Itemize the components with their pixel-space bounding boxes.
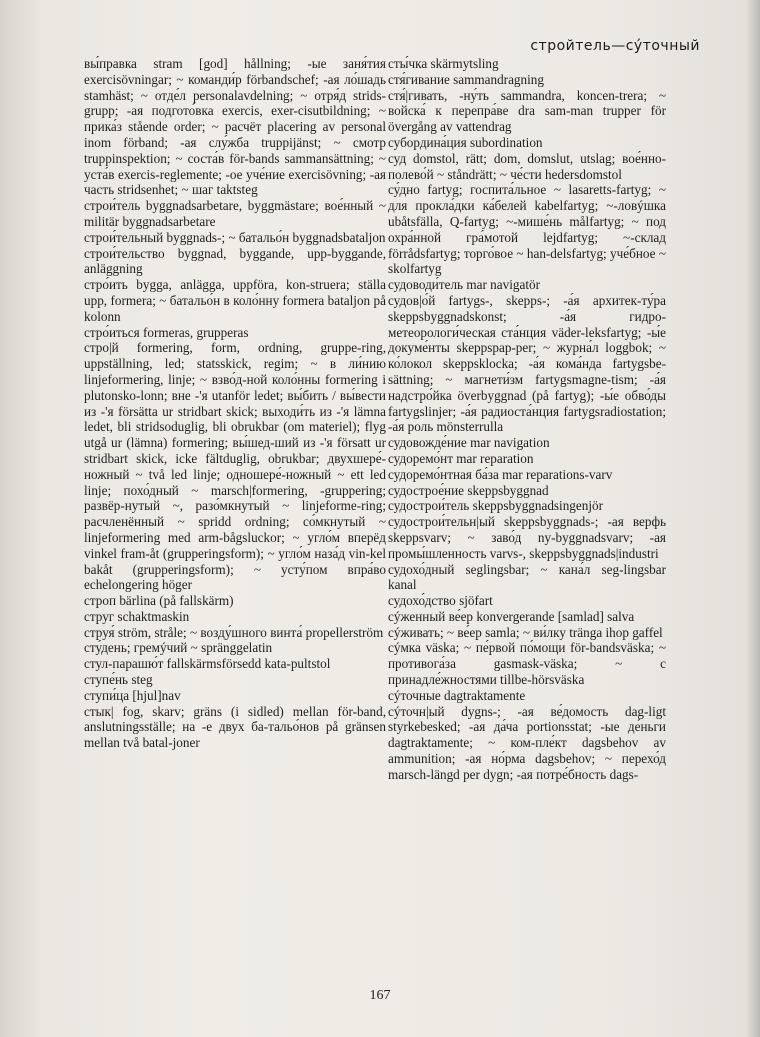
dictionary-entry: судострои́тель skeppsbyggnadsingenjör bbox=[388, 498, 603, 514]
dictionary-entry: струя́ ström, stråle; ~ возду́шного винта́ propellerström bbox=[84, 624, 384, 640]
dictionary-entry: судохо́дство sjöfart bbox=[388, 593, 493, 609]
dictionary-entry: судохо́дный seglingsbar; ~ кана́л seg-lingsbar kanal bbox=[388, 561, 666, 593]
dictionary-entry: строп bärlina (på fallskärm) bbox=[84, 593, 234, 609]
dictionary-entry: стро́иться formeras, grupperas bbox=[84, 324, 249, 340]
page-edge-shadow bbox=[746, 0, 760, 1037]
dictionary-entry: ступи́ца [hjul]nav bbox=[84, 687, 181, 703]
dictionary-entry: су́дно fartyg; госпита́льное ~ lasaretts-fartyg; ~ для прокла́дки ка́белей kabelfartyg; ~-ловýшка ubåtsfälla, Q-fartyg; ~-мише́нь målfartyg; ~ под охра́нной гра́мотой lejdfartyg; ~-склад förrådsfartyg; торго́вое ~ han-delsfartyg; уче́бное ~ skolfartyg bbox=[388, 182, 666, 277]
dictionary-entry: сты́чка skärmytsling bbox=[388, 56, 499, 71]
running-head: стройтель—сýточный bbox=[530, 38, 700, 54]
dictionary-entry: строи́тельство byggnad, byggande, upp-byggande, anläggning bbox=[84, 245, 386, 277]
dictionary-entry: стул-парашю́т fallskärmsförsedd kata-pultstol bbox=[84, 656, 331, 672]
dictionary-entry: сýточные dagtraktamente bbox=[388, 687, 526, 703]
dictionary-entry: стро́ить bygga, anlägga, uppföra, kon-struera; ställa upp, formera; ~ батальо́н в коло́нну formera bataljon på kolonn bbox=[84, 277, 386, 324]
dictionary-entry: сýживать; ~ ве́ер samla; ~ ви́лку tränga ihop gaffel bbox=[388, 624, 663, 640]
dictionary-entry: судоводи́тель mar navigatör bbox=[388, 277, 540, 293]
dictionary-entry: стя́|гивать, -ну́ть sammandra, koncen-trera; ~ войска́ к перепра́ве dra sam-man trupper för övergång av vattendrag bbox=[388, 87, 666, 135]
dictionary-entry: судоремо́нтная ба́за mar reparations-varv bbox=[388, 466, 613, 482]
dictionary-entry: сту́день; гремýчий ~ spränggelatin bbox=[84, 640, 273, 656]
page-number: 167 bbox=[369, 988, 391, 1003]
dictionary-entry: вы́правка stram [god] hållning; -ые заня́тия exercisövningar; ~ команди́р förbandschef; -ая ло́шадь stamhäst; ~ отде́л personalavdelning; ~ отря́д strids-grupp; -ая подгото́вка exercis, exer-cisutbildning; ~ прика́з stående order; ~ расчёт placering av personal inom förband; -ая слу́жба truppijänst; ~ смотр truppinspektion; ~ соста́в för-bands sammansättning; ~ уста́в exercis-reglemente; -ое уче́ние exercisövning; -ая часть stridsenhet; ~ шаг taktsteg bbox=[84, 56, 386, 198]
dictionary-entry: строи́тель byggnadsarbetare, byggmästare; вое́нный ~ militär byggnadsarbetare bbox=[84, 198, 386, 229]
dictionary-entry: сýженный ве́ер konvergerande [samlad] salva bbox=[388, 608, 635, 624]
dictionary-entry: судов|о́й fartygs-, skepps-; -а́я архитек-ту́ра skeppsbyggnadskonst; -а́я гидро-метеорологи́ческая ста́нция väder-leksfartyg; -ы́е докуме́нты skeppspap-per; ~ журна́л loggbok; ~ ко́локол skeppsklocka; -а́я кома́нда fartygsbe-sättning; ~ магнети́зм fartygsmagne-tism; -а́я надстро́йка överbyggnad (på fartyg); -ы́е обво́ды fartygslinjer; -а́я радиоста́нция fartygsradiostation; -а́я роль mönsterrulla bbox=[388, 292, 666, 435]
dictionary-entry: судострое́ние skeppsbyggnad bbox=[388, 482, 549, 498]
dictionary-entry: ступе́нь steg bbox=[84, 672, 153, 688]
dictionary-entry: стя́гивание sammandragning bbox=[388, 71, 544, 87]
dictionary-entry: струг schaktmaskin bbox=[84, 608, 190, 624]
dictionary-entry: стро|й formering, form, ordning, gruppe-ring, uppställning, led; statsskick, regim; ~ в ли́нию linjeformering, linje; ~ взво́д-ной коло́нны formering i plutonsko-lonn; вне -'я utanför ledet; вы́бить / вы́вести из -'я försätta ur stridbart skick; выходи́ть из -'я lämna ledet, bli stridsoduglig, bli obrukbar (om materiel); flyg utgå ur (lämna) formering; вы́шед-ший из -'я försatt ur stridbart skick, icke fältduglig, obrukbar; двухшере́-ножный ~ två led linje; одношере́-ножный ~ ett led linje; похо́дный ~ marsch|formering, -gruppering; развёр-нутый ~, разо́мкнутый ~ linjeforme-ring; расчленённый ~ spridd ordning; со́мкнутый ~ linjeformering med arm-bågsluckor; ~ угло́м вперёд vinkel fram-åt (grupperingsform); ~ угло́м наза́д vin-kel bakåt (grupperingsform); ~ усту́пом впра́во echelongering höger bbox=[84, 340, 386, 593]
dictionary-entry: субордина́ция subordination bbox=[388, 134, 543, 150]
dictionary-entry: сýточн|ый dygns-; -ая ве́домость dag-ligt styrkebesked; -ая да́ча portionsstat; -ые де́ньги dagtraktamente; ~ ком-пле́кт dagsbehov av ammunition; -ая но́рма dagsbehov; ~ перехо́д marsch-längd per dygn; -ая потре́бность dags- bbox=[388, 703, 666, 782]
dictionary-entry: строи́тельный byggnads-; ~ батальо́н byggnadsbataljon bbox=[84, 229, 386, 245]
dictionary-entry: сýмка väska; ~ пе́рвой по́мощи för-bandsväska; ~ противога́за gasmask-väska; ~ с принадле́жностями tillbe-hörsväska bbox=[388, 640, 666, 688]
right-column bbox=[388, 56, 666, 783]
dictionary-entry: судострои́тельн|ый skeppsbyggnads-; -ая верфь skeppsvarv; ~ заво́д ny-byggnadsvarv; -ая промы́шленность varvs-, skeppsbyggnads|industri bbox=[388, 514, 666, 561]
dictionary-entry: суд domstol, rätt; dom, domslut, utslag; вое́нно-полево́й ~ ståndrätt; ~ че́сти hedersdomstol bbox=[388, 150, 666, 182]
dictionary-entry: судовожде́ние mar navigation bbox=[388, 435, 550, 451]
dictionary-entry: судоремо́нт mar reparation bbox=[388, 450, 534, 466]
left-column bbox=[84, 56, 386, 751]
dictionary-entry: стык| fog, skarv; gräns (i sidled) mellan för-band, anslutningsställe; на -е двух ба-тальо́нов på gränsen mellan två batal-joner bbox=[84, 703, 386, 751]
